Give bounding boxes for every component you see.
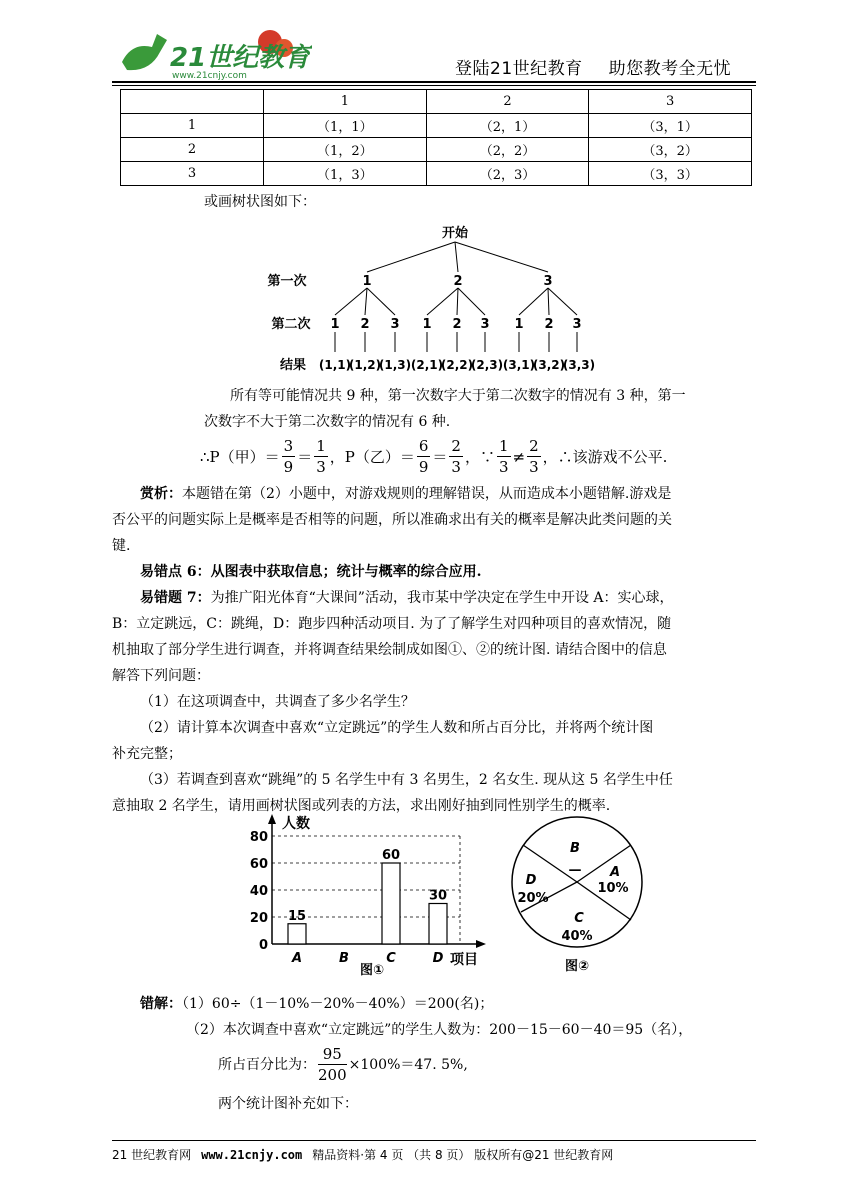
tree-lines <box>335 242 577 352</box>
table-cell: （3，1） <box>589 114 752 138</box>
fraction: $\frac{95}{200}$ <box>318 1045 347 1084</box>
bar-A <box>288 924 306 944</box>
table-row <box>121 162 752 186</box>
tree-node: 1 <box>514 317 524 332</box>
outcome-table <box>120 89 752 186</box>
eq-sign: ＝ <box>432 447 448 466</box>
table-cell: （1，3） <box>264 162 427 186</box>
logo-url: www.21cnjy.com <box>172 71 247 81</box>
tree-node: 3 <box>390 317 400 332</box>
table-cell: （2，1） <box>426 114 589 138</box>
fraction: $\frac{1}{3}$ <box>498 437 509 476</box>
tree-result: (1,3) <box>378 358 412 372</box>
tree-result: (3,3) <box>562 358 596 372</box>
table-row <box>121 114 752 138</box>
header-divider <box>112 81 756 83</box>
slogan-left: 登陆21世纪教育 <box>455 59 583 79</box>
table-cell <box>121 90 264 114</box>
pie-slice-value: 10% <box>597 881 629 896</box>
footer-divider <box>112 1140 756 1141</box>
tree-result: (3,2) <box>532 358 566 372</box>
table-cell: 1 <box>264 90 427 114</box>
logo <box>112 22 312 82</box>
tree-result: (2,2) <box>440 358 474 372</box>
eq-because: ，∵ <box>464 447 495 466</box>
footer-right: 精品资料·第 4 页 （共 8 页） 版权所有@21 世纪教育网 <box>312 1148 614 1162</box>
data-label: 15 <box>287 908 307 924</box>
q7-sub2a: （2）请计算本次调查中喜欢“立定跳远”的学生人数和所占百分比，并将两个统计图 <box>140 720 654 736</box>
bar-D <box>429 904 447 945</box>
table-row <box>121 138 752 162</box>
analysis-line1: 赏析：本题错在第（2）小题中，对游戏规则的理解错误，从而造成本小题错解.游戏是 <box>140 486 672 502</box>
table-cell: （3，2） <box>589 138 752 162</box>
y-axis-label: 人数 <box>282 816 310 832</box>
q7-line2: B：立定跳远，C：跳绳，D：跑步四种活动项目. 为了了解学生对四种项目的喜欢情况，随 <box>112 616 672 632</box>
tree-label-result: 结果 <box>279 358 307 373</box>
pie-slice-value: 20% <box>517 891 549 906</box>
pie-slice-value: 40% <box>561 929 593 944</box>
q7-sub1: （1）在这项调查中，共调查了多少名学生？ <box>140 694 415 710</box>
q7-line1: 易错题 7：为推广阳光体育“大课间”活动，我市某中学决定在学生中开设 A：实心球， <box>140 590 674 606</box>
pie-chart <box>505 810 655 980</box>
table-cell: 2 <box>426 90 589 114</box>
tree-node: 2 <box>453 274 463 289</box>
slogan-right: 助您教考全无忧 <box>608 59 732 79</box>
wrong-line3: 所占百分比为： $\frac{95}{200}$ ×100%＝47. 5%, <box>218 1045 468 1084</box>
bar-chart <box>240 806 500 986</box>
eq-ne: ≠ <box>512 447 526 466</box>
x-axis-arrow <box>476 940 486 948</box>
logo-graphic <box>112 22 312 82</box>
tree-intro: 或画树状图如下： <box>204 194 316 210</box>
para1-line1: 所有等可能情况共 9 种，第一次数字大于第二次数字的情况有 3 种，第一 <box>230 388 686 404</box>
wrong-line2: （2）本次调查中喜欢“立定跳远”的学生人数为：200－15－60－40＝95（名）， <box>186 1022 693 1038</box>
table-cell: （1，2） <box>264 138 427 162</box>
tree-label-second: 第二次 <box>271 317 311 332</box>
table-cell: 3 <box>121 162 264 186</box>
q7-sub3b: 意抽取 2 名学生，请用画树状图或列表的方法，求出刚好抽到同性别学生的概率. <box>112 798 611 814</box>
tree-label-first: 第一次 <box>267 274 307 289</box>
tree-node: 1 <box>330 317 340 332</box>
pie-slice-label: C <box>574 911 584 926</box>
q7-line4: 解答下列问题： <box>112 668 210 684</box>
point6-heading: 易错点 6：从图表中获取信息；统计与概率的综合应用. <box>140 564 482 580</box>
tree-result: (2,3) <box>470 358 504 372</box>
fraction: $\frac{2}{3}$ <box>451 437 461 476</box>
eq-mid: ，P（乙）＝ <box>329 447 415 466</box>
header-divider-thin <box>112 85 756 86</box>
fraction: $\frac{1}{3}$ <box>316 437 326 476</box>
tree-result: (1,2) <box>348 358 382 372</box>
probability-equation <box>200 436 667 477</box>
q7-sub3a: （3）若调查到喜欢“跳绳”的 5 名学生中有 3 名男生，2 名女生. 现从这 5 名学生中任 <box>140 772 673 788</box>
y-tick-label: 80 <box>249 830 268 845</box>
x-axis-label: 项目 <box>450 952 478 968</box>
table-row <box>121 90 752 114</box>
y-tick-label: 60 <box>249 857 268 872</box>
wrong-line4: 两个统计图补充如下： <box>218 1096 358 1112</box>
fraction: $\frac{6}{9}$ <box>418 437 429 476</box>
x-tick-label: D <box>432 951 444 966</box>
footer-left: 21 世纪教育网 <box>112 1148 192 1162</box>
x-tick-label: A <box>291 951 303 966</box>
tree-node: 1 <box>422 317 432 332</box>
eq-sign: ＝ <box>297 447 313 466</box>
bar-C <box>382 863 400 944</box>
logo-text: 21世纪教育 <box>170 43 311 73</box>
tree-result: (2,1) <box>410 358 444 372</box>
analysis-line3: 键. <box>112 538 131 554</box>
y-tick-label: 20 <box>249 911 268 926</box>
tree-result: (3,1) <box>502 358 536 372</box>
footer-url[interactable]: www.21cnjy.com <box>201 1148 303 1162</box>
pie-slice-value: — <box>568 863 582 878</box>
para1-line2: 次数字不大于第二次数字的情况有 6 种. <box>204 414 451 430</box>
x-tick-label: B <box>339 951 349 966</box>
y-axis-arrow <box>268 814 276 824</box>
tree-root: 开始 <box>441 226 469 241</box>
fraction: $\frac{2}{3}$ <box>529 437 539 476</box>
table-cell: 3 <box>589 90 752 114</box>
wrong-line1: 错解：（1）60÷（1－10%－20%－40%）＝200(名)； <box>140 996 494 1012</box>
x-tick-label: C <box>386 951 396 966</box>
tree-result: (1,1) <box>318 358 352 372</box>
q7-sub2b: 补充完整； <box>112 746 182 762</box>
chart-caption: 图① <box>360 963 385 978</box>
data-label: 60 <box>381 848 401 863</box>
analysis-line2: 否公平的问题实际上是概率是否相等的问题，所以准确求出有关的概率是解决此类问题的关 <box>112 512 672 528</box>
tree-node: 3 <box>480 317 490 332</box>
fraction: $\frac{3}{9}$ <box>283 437 294 476</box>
y-tick-label: 0 <box>258 938 268 953</box>
table-cell: （2，2） <box>426 138 589 162</box>
table-cell: （3，3） <box>589 162 752 186</box>
tree-node: 3 <box>543 274 553 289</box>
pie-slice-label: A <box>609 865 621 880</box>
table-cell: 1 <box>121 114 264 138</box>
tree-node: 2 <box>452 317 462 332</box>
tree-node: 3 <box>572 317 582 332</box>
pie-slice-label: D <box>525 873 537 888</box>
eq-prefix: ∴P（甲）＝ <box>200 447 280 466</box>
pie-divider <box>577 845 631 882</box>
table-cell: （1，1） <box>264 114 427 138</box>
data-label: 30 <box>428 888 448 904</box>
pie-slice-label: B <box>570 841 580 856</box>
footer <box>112 1146 613 1163</box>
tree-node: 2 <box>360 317 370 332</box>
table-cell: （2，3） <box>426 162 589 186</box>
q7-line3: 机抽取了部分学生进行调查，并将调查结果绘制成如图①、②的统计图. 请结合图中的信息 <box>112 642 667 658</box>
tree-node: 2 <box>544 317 554 332</box>
chart-caption: 图② <box>564 959 590 974</box>
y-tick-label: 40 <box>249 884 268 899</box>
table-cell: 2 <box>121 138 264 162</box>
tree-node: 1 <box>362 274 372 289</box>
header-slogan <box>455 54 757 79</box>
tree-diagram <box>255 220 615 380</box>
eq-suffix: ，∴该游戏不公平. <box>542 447 668 466</box>
